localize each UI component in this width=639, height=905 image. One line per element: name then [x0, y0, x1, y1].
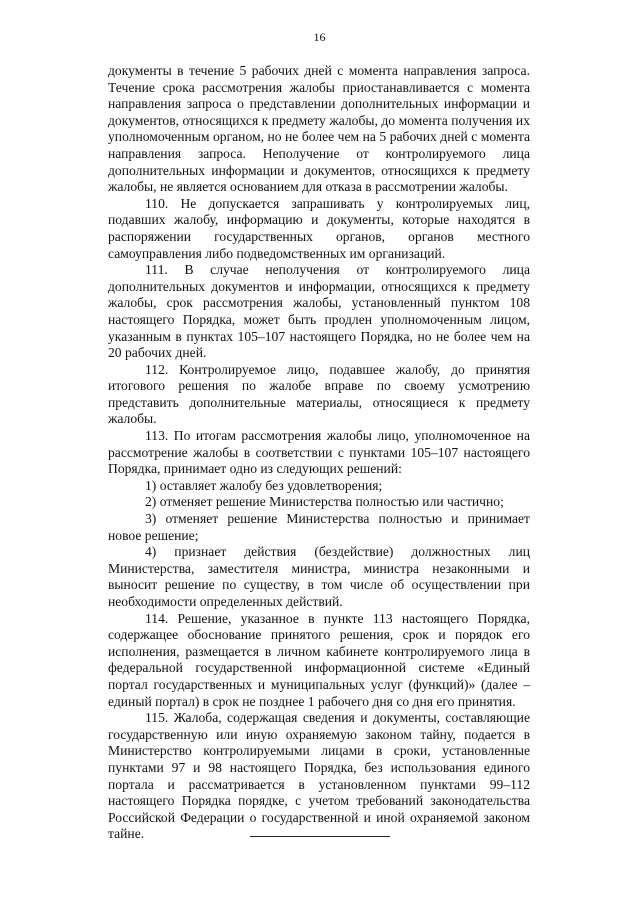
- paragraph-110: 110. Не допускается запрашивать у контролируемых лиц, подавших жалобу, информацию и документы, которые находятся в распоряжении государственных органов, органов местного самоуправления либо подведомственных им организаций.: [108, 195, 530, 261]
- list-item-3: 3) отменяет решение Министерства полностью и принимает новое решение;: [108, 511, 530, 543]
- list-item-2: 2) отменяет решение Министерства полностью или частично;: [145, 494, 504, 510]
- paragraph-112: 112. Контролируемое лицо, подавшее жалобу, до принятия итогового решения по жалобе вправе по своему усмотрению представить дополнительные материалы, относящиеся к предмету жалобы.: [108, 361, 530, 427]
- paragraph-113: 113. По итогам рассмотрения жалобы лицо, уполномоченное на рассмотрение жалобы в соответствии с пунктами 105–107 настоящего Порядка, принимает одно из следующих решений:: [108, 428, 530, 477]
- paragraph-111: 111. В случае неполучения от контролируемого лица дополнительных документов и информации, относящихся к предмету жалобы, срок рассмотрения жалобы, установленный пунктом 108 настоящего Порядка, может быть продлен уполномоченным лицом, указанным в пунктах 105–107 настоящего Порядка, но не более чем на 20 рабочих дней.: [108, 262, 530, 361]
- paragraph-114: 114. Решение, указанное в пункте 113 настоящего Порядка, содержащее обоснование принятого решения, срок и порядок его исполнения, размещается в личном кабинете контролируемого лица в федеральной государственной информационной системе «Единый портал государственных и муниципальных услуг (функций)» (далее – единый портал) в срок не позднее 1 рабочего дня со дня его принятия.: [108, 610, 530, 709]
- page-number: 16: [313, 30, 326, 44]
- paragraph-continuation: документы в течение 5 рабочих дней с момента направления запроса. Течение срока рассмотрения жалобы приостанавливается с момента направления запроса о представлении дополнительных информации и документов, относящихся к предмету жалобы, до момента получения их уполномоченным органом, но не более чем на 5 рабочих дней с момента направления запроса. Неполучение от контролируемого лица дополнительных информации и документов, относящихся к предмету жалобы, не является основанием для отказа в рассмотрении жалобы.: [108, 63, 530, 195]
- list-item-1: 1) оставляет жалобу без удовлетворения;: [145, 477, 383, 493]
- document-body: [108, 63, 530, 843]
- paragraph-115: 115. Жалоба, содержащая сведения и документы, составляющие государственную или иную охраняемую законом тайну, подается в Министерство контролируемыми лицами в сроки, установленные пунктами 97 и 98 настоящего Порядка, без использования единого портала и рассматривается в установленном пунктами 99–112 настоящего Порядка порядке, с учетом требований законодательства Российской Федерации о государственной и иной охраняемой законом тайне.: [108, 710, 530, 842]
- end-separator-line: [250, 836, 390, 837]
- list-item-4: 4) признает действия (бездействие) должностных лиц Министерства, заместителя министра, министра незаконными и выносит решение по существу, в том числе об осуществлении при необходимости определенных действий.: [108, 544, 530, 609]
